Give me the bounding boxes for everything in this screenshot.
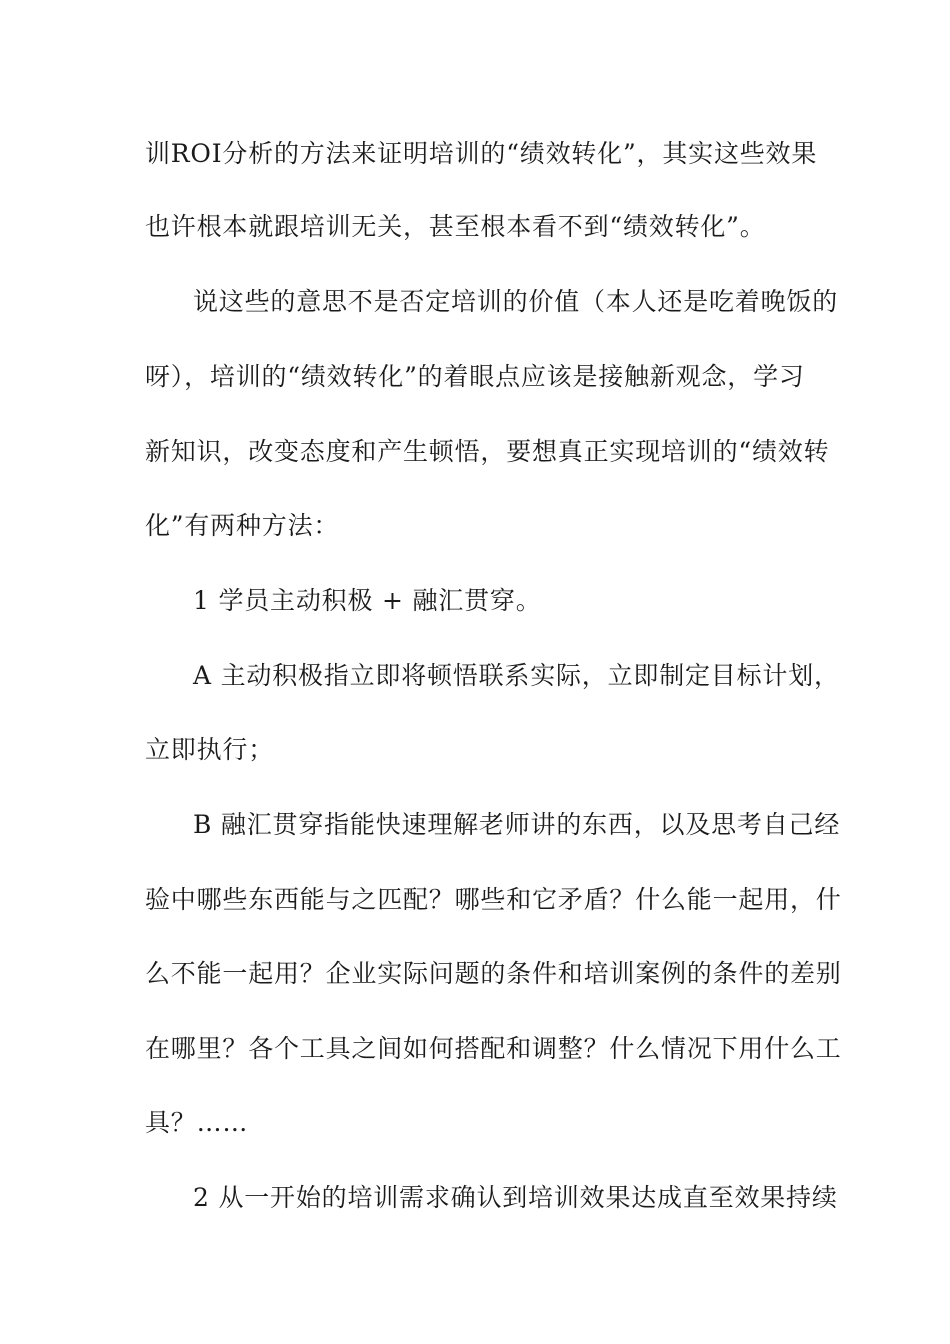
list-item: 1 学员主动积极 + 融汇贯穿。	[193, 586, 542, 615]
paragraph-line: 呀），培训的“绩效转化”的着眼点应该是接触新观念，学习	[145, 362, 805, 391]
list-item: 2 从一开始的培训需求确认到培训效果达成直至效果持续	[193, 1183, 838, 1212]
paragraph-line: 说这些的意思不是否定培训的价值（本人还是吃着晚饭的	[193, 287, 839, 316]
paragraph-line: 么不能一起用？企业实际问题的条件和培训案例的条件的差别	[145, 959, 842, 988]
paragraph-line: 新知识，改变态度和产生顿悟，要想真正实现培训的“绩效转	[145, 437, 830, 466]
list-item: B 融汇贯穿指能快速理解老师讲的东西，以及思考自己经	[193, 810, 841, 839]
paragraph-line: 立即执行；	[145, 735, 275, 764]
paragraph-line: 在哪里？各个工具之间如何搭配和调整？什么情况下用什么工	[145, 1034, 842, 1063]
list-item: A 主动积极指立即将顿悟联系实际，立即制定目标计划，	[193, 661, 840, 690]
paragraph-line: 具？……	[145, 1108, 249, 1137]
paragraph-line: 也许根本就跟培训无关，甚至根本看不到“绩效转化”。	[145, 212, 766, 241]
paragraph-line: 训ROI分析的方法来证明培训的“绩效转化”，其实这些效果	[145, 139, 818, 168]
paragraph-line: 验中哪些东西能与之匹配？哪些和它矛盾？什么能一起用，什	[145, 885, 842, 914]
paragraph-line: 化”有两种方法：	[145, 511, 340, 540]
